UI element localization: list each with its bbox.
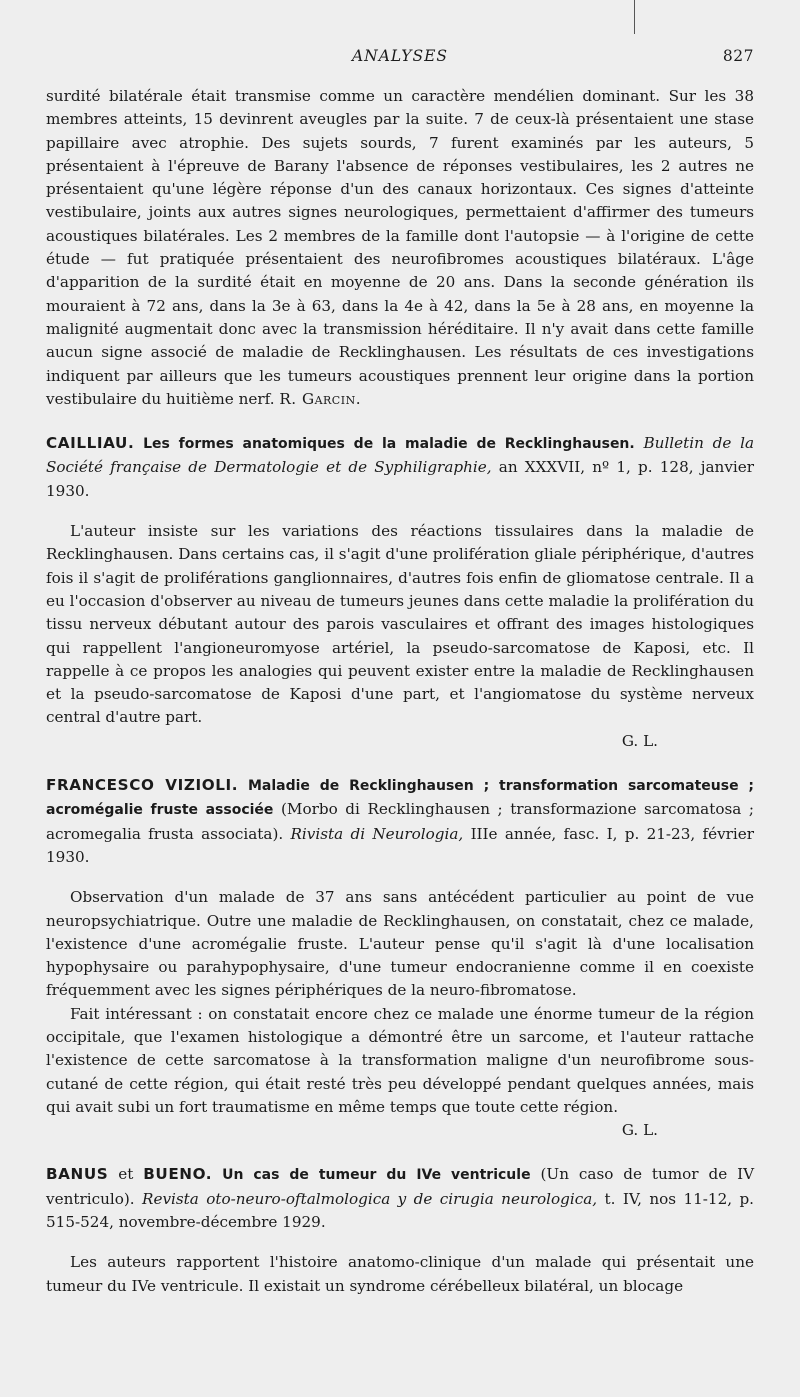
entry-3-author: BANUS xyxy=(46,1165,109,1184)
text-column xyxy=(46,85,754,1298)
page-number: 827 xyxy=(722,47,754,65)
entry-1-author: CAILLIAU. xyxy=(46,434,135,453)
entry-1-journal: Bulletin de la Société française de Dermatologie et de Syphiligraphie, xyxy=(46,434,755,477)
margin-rule xyxy=(634,0,635,34)
entry-1-title: Les formes anatomiques de la maladie de Recklinghausen. xyxy=(143,436,635,453)
entry-2-subtitle: (Morbo di Recklinghausen ; transformazione sarcomatosa ; acromegalia frusta associata). xyxy=(46,800,754,843)
entry-2-title: Maladie de Recklinghausen ; transformation sarcomateuse ; acromégalie fruste associée xyxy=(46,778,755,819)
entry-2-author: FRANCESCO VIZIOLI. xyxy=(46,776,239,795)
intro-paragraph: surdité bilatérale était transmise comme un caractère mendélien dominant. Sur les 38 membres atteints, 15 devinrent aveugles par la suite. 7 de ceux-là présentaient une stase papillaire avec atrophie. Des sujets sourds, 7 furent examinés par les auteurs, 5 présentaient à l'épreuve de Barany l'absence de réponses vestibulaires, les 2 autres ne présentaient qu'une légère réponse d'un des canaux horizontaux. Ces signes d'atteinte vestibulaire, joints aux autres signes neurologiques, permettaient d'affirmer des tumeurs acoustiques bilatérales. Les 2 membres de la famille dont l'autopsie — à l'origine de cette étude — fut pratiquée présentaient des neurofibromes acoustiques bilatéraux. L'âge d'apparition de la surdité était en moyenne de 20 ans. Dans la seconde génération ils mouraient à 72 ans, dans la 3e à 63, dans la 4e à 42, dans la 5e à 28 ans, en moyenne la malignité augmentait donc avec la transmission héréditaire. Il n'y avait dans cette famille aucun signe associé de maladie de Recklinghausen. Les résultats de ces investigations indiquent par ailleurs que les tumeurs acoustiques prennent leur origine dans la portion vestibulaire du huitième nerf. R. Garcin. xyxy=(46,87,754,408)
intro-signature: R. Garcin. xyxy=(279,389,362,408)
entry-2-journal: Rivista di Neurologia, xyxy=(290,824,464,843)
entry-3-paragraph: Les auteurs rapportent l'histoire anatomo-clinique d'un malade qui présentait une tumeur du IVe ventricule. Il existait un syndrome cérébelleux bilatéral, un blocage xyxy=(46,1253,754,1295)
entry-1-heading xyxy=(46,432,754,503)
entry-2-heading xyxy=(46,774,754,869)
entry-3-subtitle: (Un caso de tumor de IV ventriculo). xyxy=(46,1165,755,1208)
entry-3-author-join: et xyxy=(118,1165,134,1184)
entry-3-heading xyxy=(46,1163,754,1234)
entry-3-title: Un cas de tumeur du IVe ventricule xyxy=(222,1167,531,1184)
entry-2-signature: G. L. xyxy=(621,1121,658,1140)
running-header xyxy=(46,47,754,69)
entry-2-paragraph-2: Fait intéressant : on constatait encore chez ce malade une énorme tumeur de la région occipitale, que l'examen histologique a démontré être un sarcome, et l'auteur rattache l'existence de cette sarcomatose à la transformation maligne d'un neurofibrome sous-cutané de cette région, qui était resté très peu développé pendant quelques années, mais qui avait subi un fort traumatisme en même temps que toute cette région. xyxy=(46,1004,754,1116)
entry-3-ref: t. IV, nos 11-12, p. 515-524, novembre-décembre 1929. xyxy=(46,1189,755,1232)
entry-1-ref: an XXXVII, nº 1, p. 128, janvier 1930. xyxy=(46,458,755,500)
entry-1-signature: G. L. xyxy=(621,731,658,750)
header-title: ANALYSES xyxy=(351,47,449,65)
entry-3-journal: Revista oto-neuro-oftalmologica y de cirugia neurologica, xyxy=(142,1189,598,1208)
entry-2-ref: IIIe année, fasc. I, p. 21-23, février 1930. xyxy=(46,824,755,866)
entry-1-paragraph: L'auteur insiste sur les variations des réactions tissulaires dans la maladie de Recklinghausen. Dans certains cas, il s'agit d'une prolifération gliale périphérique, d'autres fois il s'agit de proliférations ganglionnaires, d'autres fois enfin de gliomatose centrale. Il a eu l'occasion d'observer au niveau de tumeurs jeunes dans cette maladie la prolifération du tissu nerveux débutant autour des parois vasculaires et offrant des images histologiques qui rappellent l'angioneuromyose artériel, la pseudo-sarcomatose de Kaposi, etc. Il rappelle à ce propos les analogies qui peuvent exister entre la maladie de Recklinghausen et la pseudo-sarcomatose de Kaposi d'une part, et l'angiomatose du système nerveux central d'autre part. xyxy=(46,522,754,727)
entry-3-author-2: BUENO. xyxy=(143,1165,213,1184)
entry-2-paragraph-1: Observation d'un malade de 37 ans sans antécédent particulier au point de vue neuropsychiatrique. Outre une maladie de Recklinghausen, on constatait, chez ce malade, l'existence d'une acromégalie fruste. L'auteur pense qu'il s'agit là d'une localisation hypophysaire ou parahypophysaire, d'une tumeur endocranienne comme il en coexiste fréquemment avec les signes périphériques de la neuro-fibromatose. xyxy=(46,888,754,1000)
